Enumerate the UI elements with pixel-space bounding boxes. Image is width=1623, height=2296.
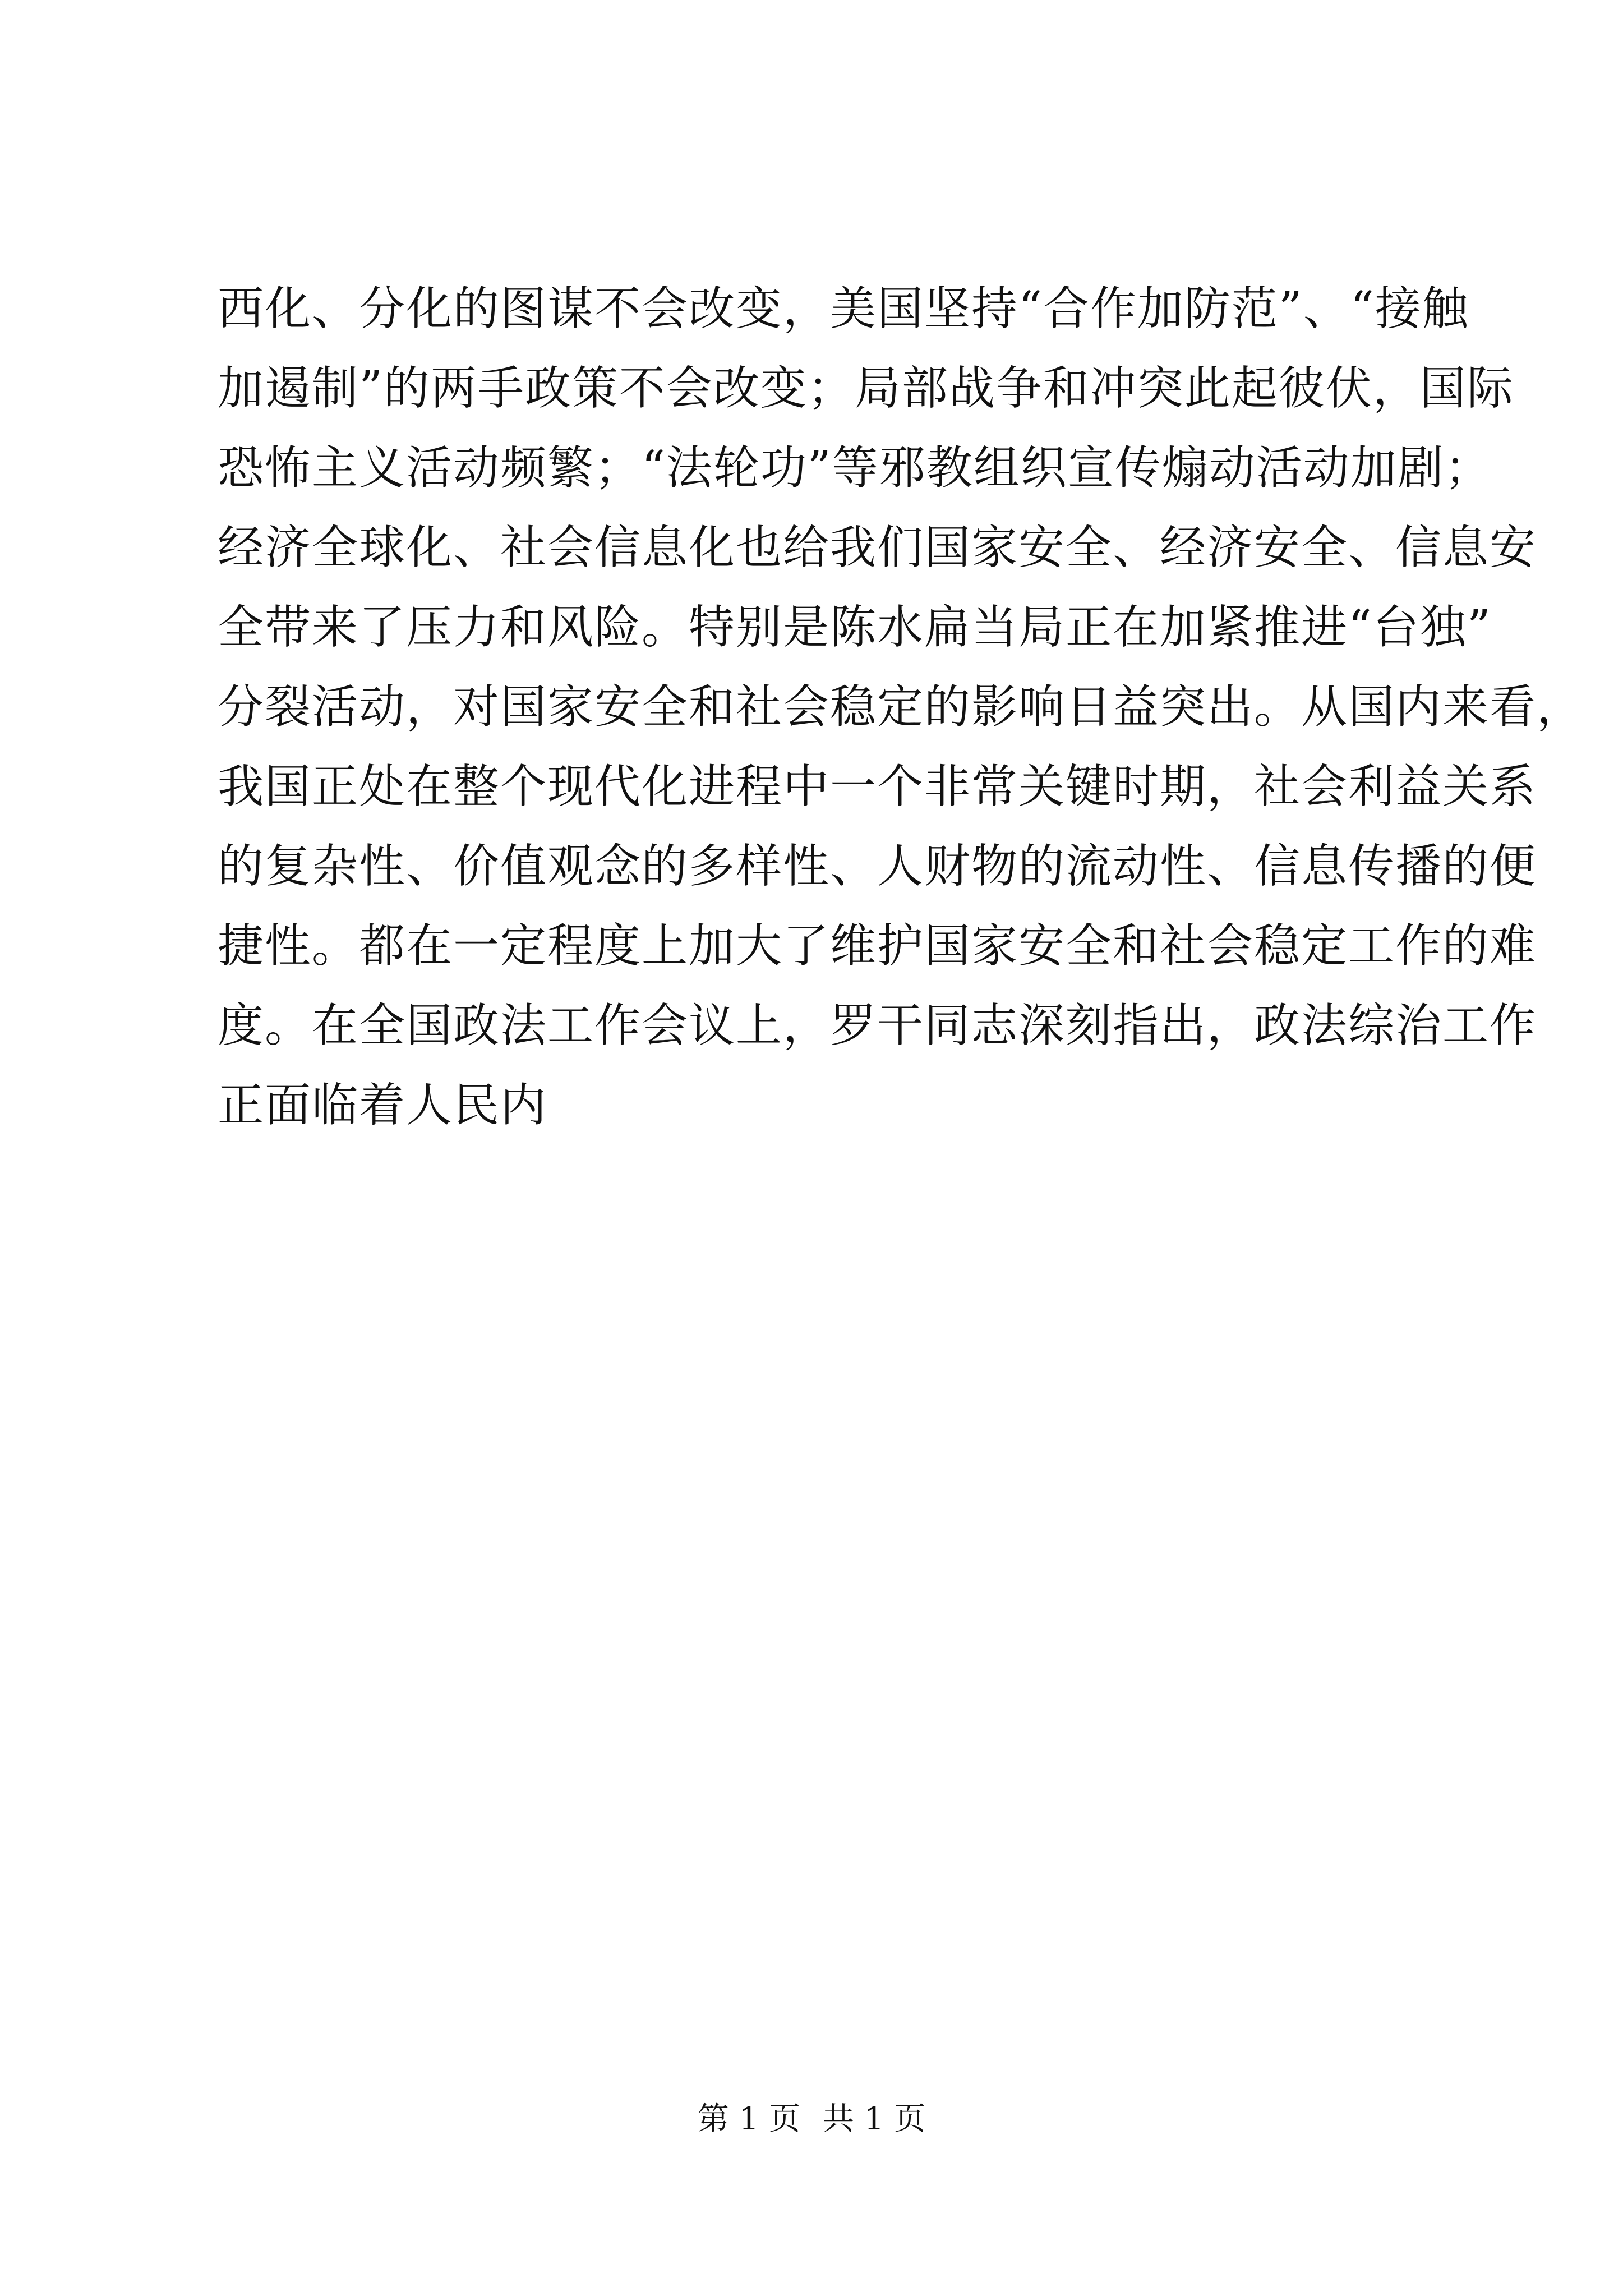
text-line: 西化、分化的图谋不会改变，美国坚持“合作加防范”、“接触 <box>218 282 1469 335</box>
text-line: 的复杂性、价值观念的多样性、人财物的流动性、信息传播的便 <box>218 840 1537 893</box>
text-line: 我国正处在整个现代化进程中一个非常关键时期，社会利益关系 <box>218 760 1537 813</box>
text-line: 捷性。都在一定程度上加大了维护国家安全和社会稳定工作的难 <box>218 919 1537 973</box>
text-line: 恐怖主义活动频繁；“法轮功”等邪教组织宣传煽动活动加剧； <box>218 441 1492 495</box>
text-line: 经济全球化、社会信息化也给我们国家安全、经济安全、信息安 <box>218 521 1537 574</box>
page-number: 第 1 页 <box>697 2101 800 2137</box>
text-line: 度。在全国政法工作会议上，罗干同志深刻指出，政法综治工作 <box>218 999 1537 1052</box>
text-line: 正面临着人民内 <box>218 1079 548 1132</box>
body-paragraph <box>218 269 1584 1145</box>
text-line: 全带来了压力和风险。特别是陈水扁当局正在加紧推进“台独” <box>218 601 1492 654</box>
text-line: 分裂活动，对国家安全和社会稳定的影响日益突出。从国内来看， <box>218 680 1584 734</box>
page-footer <box>0 2097 1623 2142</box>
page-total: 共 1 页 <box>823 2101 926 2137</box>
text-line: 加遏制”的两手政策不会改变；局部战争和冲突此起彼伏，国际 <box>218 362 1514 415</box>
